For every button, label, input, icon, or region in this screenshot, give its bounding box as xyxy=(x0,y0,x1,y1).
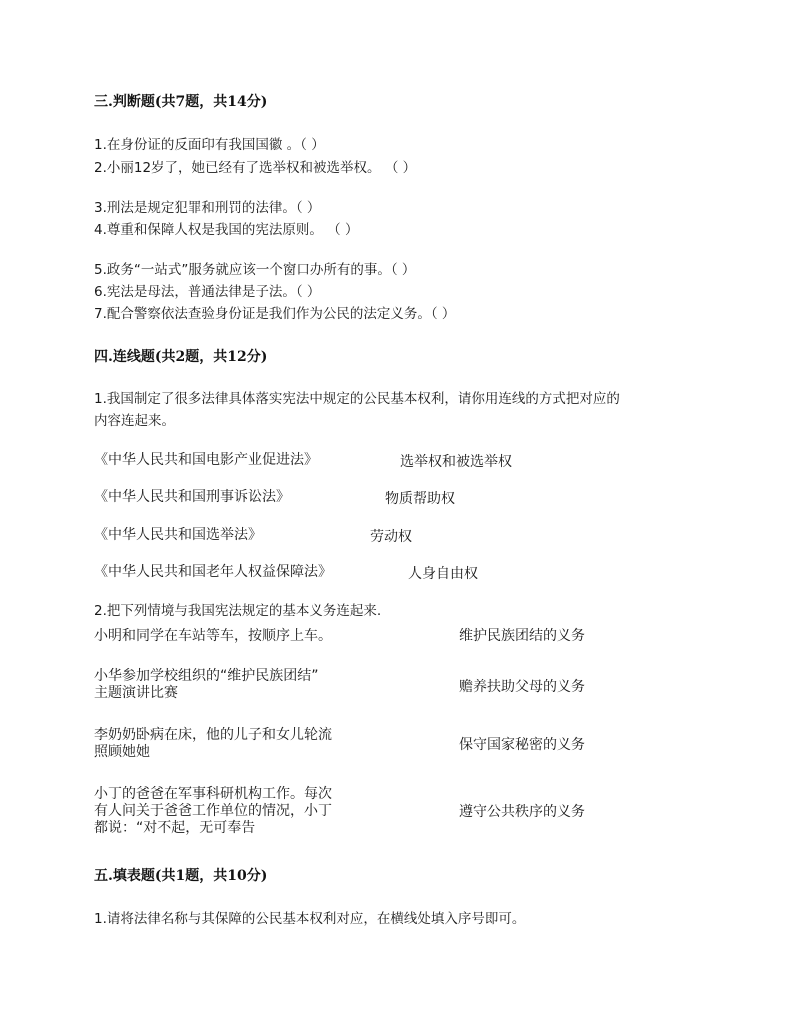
matching-q1-stem-line1: 1.我国制定了很多法律具体落实宪法中规定的公民基本权利，请你用连线的方式把对应的 xyxy=(94,391,620,407)
matching-q1-stem-line2: 内容连起来。 xyxy=(94,413,175,429)
matching-q1-right-2: 物质帮助权 xyxy=(385,491,455,507)
judgment-item-7: 7.配合警察依法查验身份证是我们作为公民的法定义务。（ ） xyxy=(94,306,456,322)
scenario-line: 小明和同学在车站等车，按顺序上车。 xyxy=(94,628,332,644)
matching-q1-left-4: 《中华人民共和国老年人权益保障法》 xyxy=(94,564,332,580)
matching-q2-stem: 2.把下列情境与我国宪法规定的基本义务连起来. xyxy=(94,603,382,619)
matching-q2-right-2: 赡养扶助父母的义务 xyxy=(459,679,585,695)
matching-q1-left-2: 《中华人民共和国刑事诉讼法》 xyxy=(94,489,290,505)
judgment-item-1: 1.在身份证的反面印有我国国徽 。（ ） xyxy=(94,137,325,153)
matching-q2-left-3 xyxy=(94,727,332,761)
scenario-line: 李奶奶卧病在床，他的儿子和女儿轮流 xyxy=(94,727,332,743)
matching-q2-right-4: 遵守公共秩序的义务 xyxy=(459,804,585,820)
judgment-item-2: 2.小丽12岁了，她已经有了选举权和被选举权。 （ ） xyxy=(94,160,417,176)
matching-q1-left-3: 《中华人民共和国选举法》 xyxy=(94,527,262,543)
scenario-line: 有人问关于爸爸工作单位的情况，小丁 xyxy=(94,802,332,819)
matching-q1-left-1: 《中华人民共和国电影产业促进法》 xyxy=(94,452,318,468)
scenario-line: 小华参加学校组织的“维护民族团结” xyxy=(94,668,319,684)
judgment-item-6: 6.宪法是母法，普通法律是子法。（ ） xyxy=(94,284,321,300)
scenario-line: 小丁的爸爸在军事科研机构工作。每次 xyxy=(94,786,332,802)
scenario-line: 主题演讲比赛 xyxy=(94,684,178,701)
matching-q1-right-4: 人身自由权 xyxy=(408,566,478,582)
matching-q2-right-3: 保守国家秘密的义务 xyxy=(459,737,585,753)
judgment-item-3: 3.刑法是规定犯罪和刑罚的法律。（ ） xyxy=(94,200,321,216)
matching-q1-right-3: 劳动权 xyxy=(370,529,412,545)
section-heading-matching: 四.连线题(共2题，共12分) xyxy=(94,349,268,365)
matching-q1-right-1: 选举权和被选举权 xyxy=(400,454,512,470)
fill-table-q1: 1.请将法律名称与其保障的公民基本权利对应，在横线处填入序号即可。 xyxy=(94,911,526,927)
judgment-item-4: 4.尊重和保障人权是我国的宪法原则。 （ ） xyxy=(94,222,359,238)
matching-q2-left-1 xyxy=(94,628,332,645)
scenario-line: 都说：“对不起，无可奉告 xyxy=(94,819,256,836)
matching-q2-left-4 xyxy=(94,786,332,836)
section-heading-fill-table: 五.填表题(共1题，共10分) xyxy=(94,868,268,884)
judgment-item-5: 5.政务“一站式”服务就应该一个窗口办所有的事。（ ） xyxy=(94,262,416,278)
scenario-line: 照顾她她 xyxy=(94,743,150,760)
matching-q2-left-2 xyxy=(94,668,319,702)
section-heading-judgment: 三.判断题(共7题，共14分) xyxy=(94,94,268,110)
matching-q2-right-1: 维护民族团结的义务 xyxy=(459,628,585,644)
